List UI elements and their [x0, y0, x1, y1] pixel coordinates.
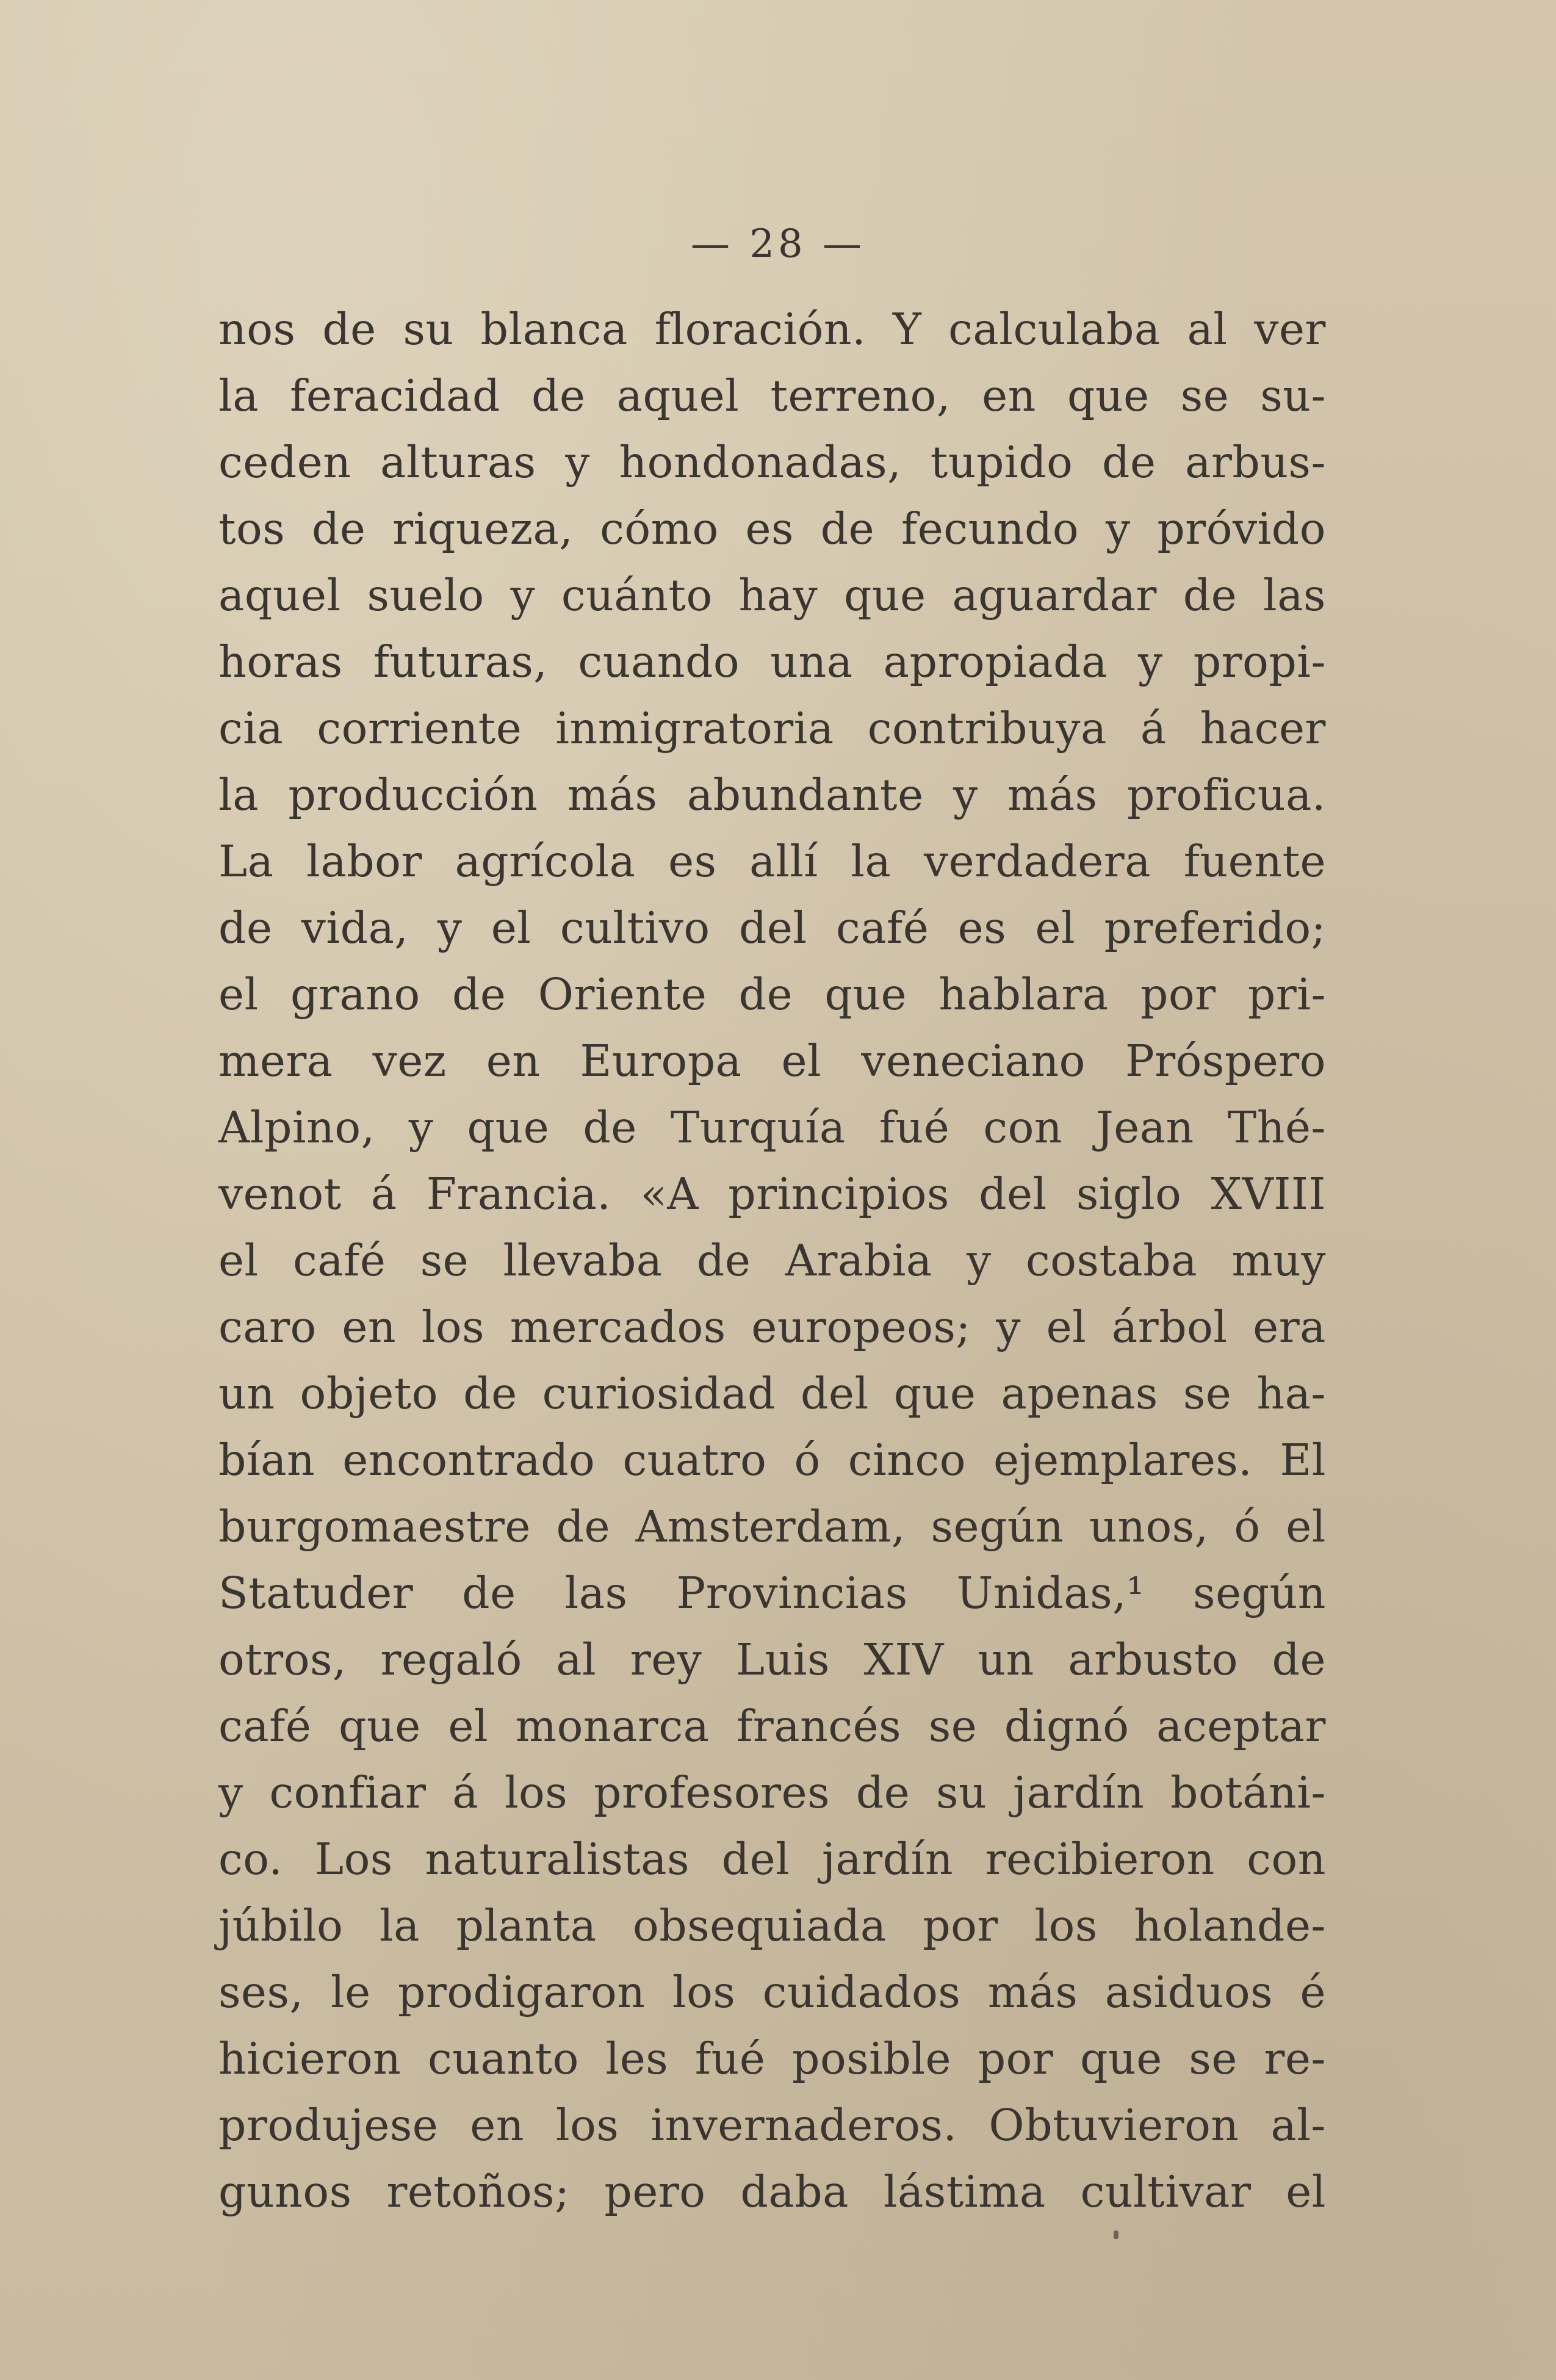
text-line: hicieron cuanto les fué posible por que se re- — [218, 2033, 1326, 2084]
text-line: el café se llevaba de Arabia y costaba muy — [218, 1235, 1326, 1286]
text-line: de vida, y el cultivo del café es el preferido; — [218, 903, 1326, 953]
text-line: Statuder de las Provincias Unidas,¹ según — [218, 1568, 1326, 1618]
text-line: otros, regaló al rey Luis XIV un arbusto de — [218, 1634, 1326, 1685]
text-line: venot á Francia. «A principios del siglo XVIII — [218, 1169, 1326, 1219]
text-line: caro en los mercados europeos; y el árbol era — [218, 1302, 1326, 1352]
text-line: mera vez en Europa el veneciano Próspero — [218, 1036, 1326, 1086]
text-line: gunos retoños; pero daba lástima cultivar el — [218, 2166, 1326, 2217]
text-line: produjese en los invernaderos. Obtuvieron al- — [218, 2100, 1326, 2151]
text-line: co. Los naturalistas del jardín recibieron con — [218, 1834, 1326, 1884]
page-number: — 28 — — [690, 222, 866, 267]
body-text — [218, 296, 1326, 2225]
text-line: La labor agrícola es allí la verdadera fuente — [218, 836, 1326, 887]
text-line: la feracidad de aquel terreno, en que se su- — [218, 370, 1326, 421]
text-line: cia corriente inmigratoria contribuya á hacer — [218, 703, 1326, 754]
text-line: burgomaestre de Amsterdam, según unos, ó el — [218, 1501, 1326, 1552]
text-line: tos de riqueza, cómo es de fecundo y próvido — [218, 503, 1326, 554]
text-line: aquel suelo y cuánto hay que aguardar de las — [218, 570, 1326, 621]
text-line: un objeto de curiosidad del que apenas se ha- — [218, 1368, 1326, 1419]
text-line: el grano de Oriente de que hablara por pri- — [218, 969, 1326, 1020]
text-line: horas futuras, cuando una apropiada y propi- — [218, 636, 1326, 687]
text-line: nos de su blanca floración. Y calculaba al ver — [218, 304, 1326, 355]
text-line: bían encontrado cuatro ó cinco ejemplares. El — [218, 1435, 1326, 1485]
text-line: júbilo la planta obsequiada por los holande- — [218, 1900, 1326, 1951]
text-line: la producción más abundante y más proficua. — [218, 770, 1326, 820]
text-line: café que el monarca francés se dignó aceptar — [218, 1701, 1326, 1751]
ink-speck — [1114, 2230, 1118, 2239]
text-line: y confiar á los profesores de su jardín botáni- — [218, 1767, 1326, 1818]
text-line: ses, le prodigaron los cuidados más asiduos é — [218, 1967, 1326, 2018]
text-line: ceden alturas y hondonadas, tupido de arbus- — [218, 437, 1326, 488]
text-line: Alpino, y que de Turquía fué con Jean Thé- — [218, 1102, 1326, 1153]
